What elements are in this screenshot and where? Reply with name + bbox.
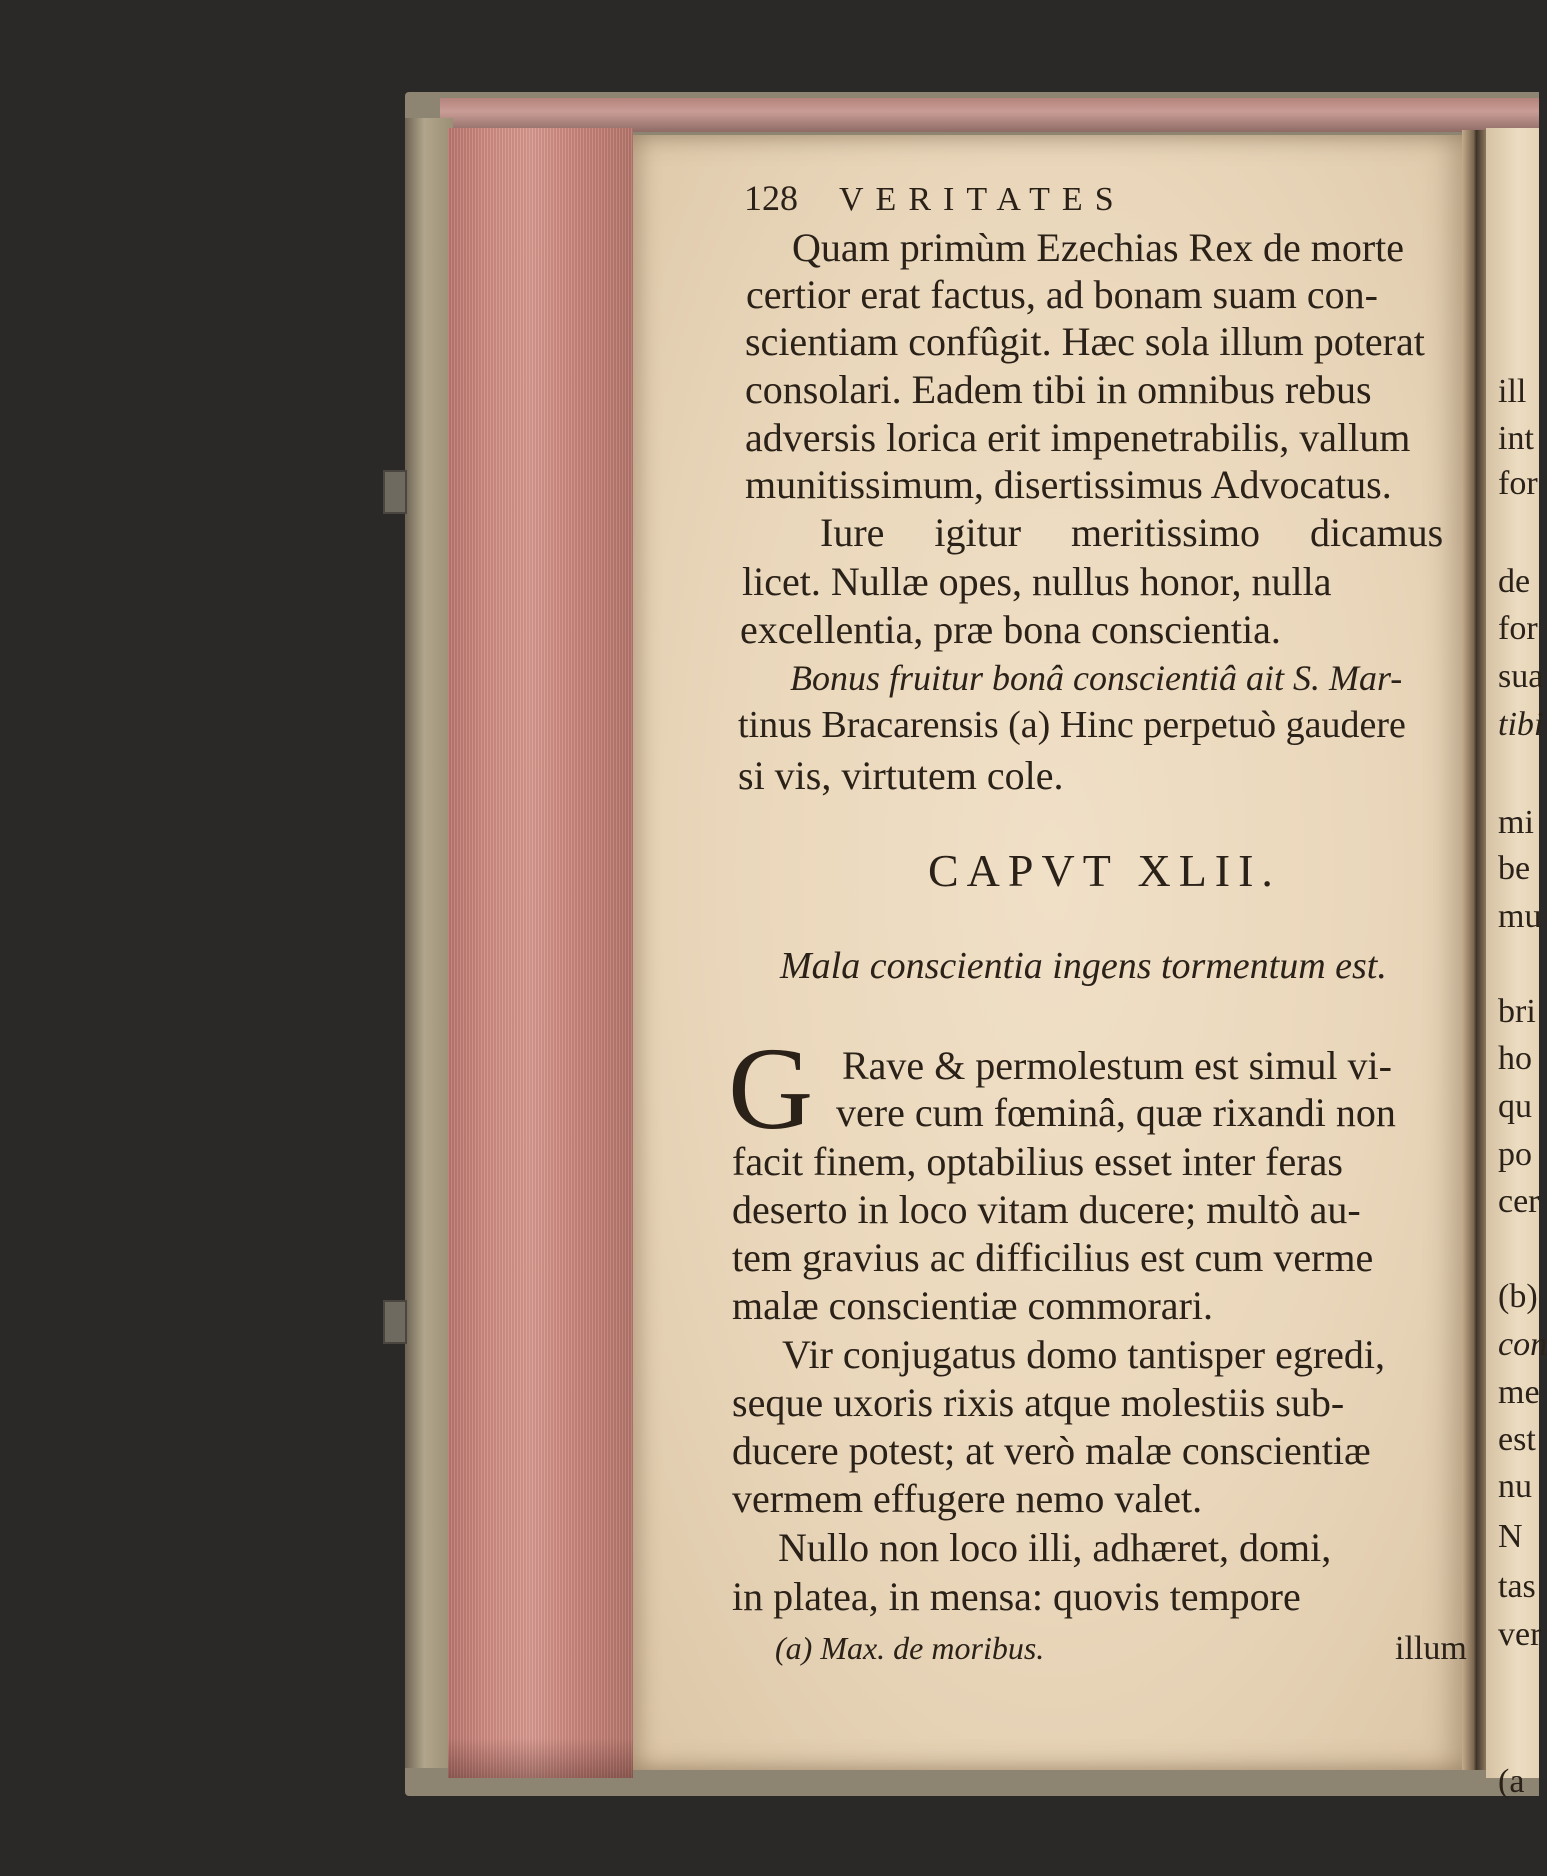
footnote: (a) Max. de moribus. <box>775 1630 1045 1666</box>
text-line: Quam primùm Ezechias Rex de morte <box>792 225 1405 270</box>
text-line: adversis lorica erit impenetrabilis, vallum <box>745 415 1411 460</box>
text-line: certior erat factus, ad bonam suam con- <box>746 272 1378 317</box>
facing-fragment: de <box>1498 563 1531 600</box>
facing-fragment: tas <box>1498 1568 1536 1605</box>
page-gutter <box>1462 130 1488 1770</box>
spine-board <box>405 118 453 1768</box>
text-line: Rave & permolestum est simul vi- <box>842 1043 1392 1088</box>
text-line: deserto in loco vitam ducere; multò au- <box>732 1187 1361 1232</box>
running-title: VERITATES <box>839 181 1126 218</box>
text-line: scientiam confûgit. Hæc sola illum poterat <box>745 319 1425 364</box>
chapter-heading: CAPVT XLII. <box>928 845 1281 896</box>
text-line: excellentia, præ bona conscientia. <box>740 607 1281 652</box>
facing-fragment: cer <box>1498 1183 1540 1220</box>
text-line: vere cum fœminâ, quæ rixandi non <box>836 1090 1396 1135</box>
facing-fragment: con <box>1498 1326 1547 1363</box>
text-line: in platea, in mensa: quovis tempore <box>732 1574 1301 1619</box>
text-line: consolari. Eadem tibi in omnibus rebus <box>745 367 1372 412</box>
facing-fragment: ver <box>1498 1616 1542 1653</box>
facing-fragment: qu <box>1498 1088 1532 1125</box>
facing-fragment: me <box>1498 1374 1540 1411</box>
clasp-icon <box>383 470 407 514</box>
text-line: malæ conscientiæ commorari. <box>732 1283 1213 1328</box>
facing-fragment: po <box>1498 1136 1532 1173</box>
running-head <box>744 180 1126 217</box>
drop-cap: G <box>728 1023 814 1154</box>
text-line: si vis, virtutem cole. <box>738 753 1064 798</box>
text-line: ducere potest; at verò malæ conscientiæ <box>732 1428 1371 1473</box>
facing-fragment: (a <box>1498 1763 1525 1800</box>
facing-page-edge <box>1486 128 1547 1800</box>
facing-fragment: bri <box>1498 993 1536 1030</box>
text-line: vermem effugere nemo valet. <box>732 1476 1203 1521</box>
text-line: Vir conjugatus domo tantisper egredi, <box>782 1332 1386 1377</box>
facing-fragment: N <box>1498 1518 1523 1555</box>
text-line: munitissimum, disertissimus Advocatus. <box>745 462 1392 507</box>
facing-fragment: ill <box>1498 373 1527 410</box>
text-line: tem gravius ac difficilius est cum verme <box>732 1235 1374 1280</box>
text-line: Iure igitur meritissimo dicamus <box>820 510 1444 555</box>
clasp-icon <box>383 1300 407 1344</box>
facing-fragment: sua <box>1498 658 1544 695</box>
facing-fragment: int <box>1498 420 1534 457</box>
facing-fragment: mi <box>1498 804 1534 841</box>
facing-fragment: tibi <box>1498 706 1544 743</box>
catchword: illum <box>1395 1630 1467 1667</box>
stacked-page-edges <box>448 128 633 1778</box>
facing-fragment: (b) <box>1498 1278 1538 1315</box>
top-page-edge <box>440 98 1539 132</box>
text-line: licet. Nullæ opes, nullus honor, nulla <box>742 559 1332 604</box>
facing-fragment: be <box>1498 850 1531 887</box>
facing-fragment: for <box>1498 610 1538 647</box>
facing-fragment: for <box>1498 465 1538 502</box>
page-number: 128 <box>744 178 798 218</box>
text-line: facit finem, optabilius esset inter feras <box>732 1139 1343 1184</box>
facing-fragment: nu <box>1498 1468 1532 1505</box>
text-line: tinus Bracarensis (a) Hinc perpetuò gaudere <box>738 704 1406 746</box>
facing-fragment: est <box>1498 1421 1536 1458</box>
text-line: Nullo non loco illi, adhæret, domi, <box>778 1525 1332 1570</box>
facing-fragment: mu <box>1498 898 1542 935</box>
text-line: Bonus fruitur bonâ conscientiâ ait S. Mar- <box>790 658 1403 698</box>
text-line: seque uxoris rixis atque molestiis sub- <box>732 1380 1345 1425</box>
chapter-subtitle: Mala conscientia ingens tormentum est. <box>780 945 1387 987</box>
facing-fragment: ho <box>1498 1040 1532 1077</box>
